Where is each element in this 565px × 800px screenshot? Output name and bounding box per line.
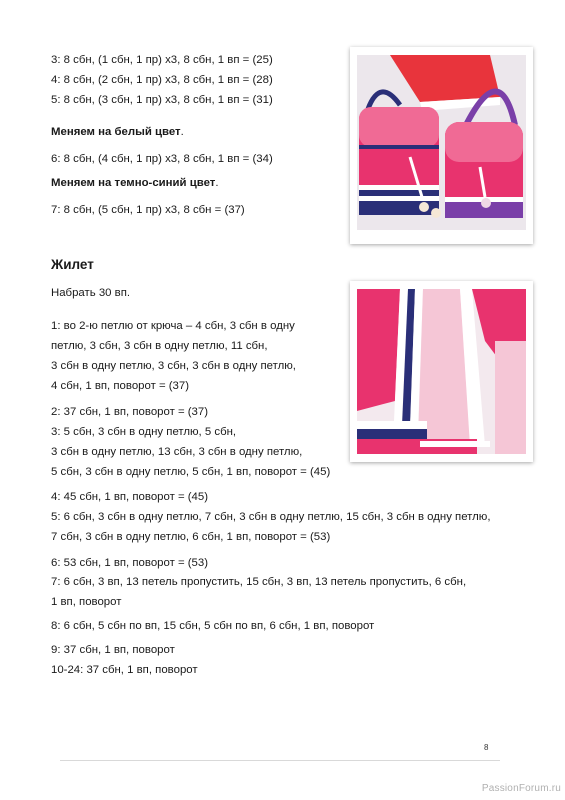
vest-photo [350,281,533,462]
row-5: 5: 8 сбн, (3 сбн, 1 пр) х3, 8 сбн, 1 вп = (31) [51,94,273,106]
vest-row-4: 4: 45 сбн, 1 вп, поворот = (45) [51,491,209,503]
page-number: 8 [484,743,489,752]
color-change-white [51,124,184,140]
vest-row-7-line-1: 7: 6 сбн, 3 вп, 13 петель пропустить, 15 сбн, 3 вп, 13 петель пропустить, 6 сбн, [51,576,467,588]
color-change-white-text: Меняем на белый цвет [51,126,181,138]
color-change-navy-punct: . [215,177,219,189]
vest-row-6: 6: 53 сбн, 1 вп, поворот = (53) [51,557,209,569]
footer-divider [60,760,500,761]
vest-illustration [350,281,533,462]
vest-row-1-line-2: петлю, 3 сбн, 3 сбн в одну петлю, 11 сбн, [51,340,268,352]
row-4: 4: 8 сбн, (2 сбн, 1 пр) х3, 8 сбн, 1 вп = (28) [51,74,273,86]
vest-row-3-line-3: 5 сбн, 3 сбн в одну петлю, 5 сбн, 1 вп, поворот = (45) [51,466,331,478]
backpacks-illustration [350,47,533,244]
vest-row-5-line-2: 7 сбн, 3 сбн в одну петлю, 6 сбн, 1 вп, поворот = (53) [51,531,331,543]
vest-row-1-line-4: 4 сбн, 1 вп, поворот = (37) [51,380,190,392]
vest-row-1-line-1: 1: во 2-ю петлю от крюча – 4 сбн, 3 сбн в одну [51,320,295,332]
backpacks-photo [350,47,533,244]
vest-row-2: 2: 37 сбн, 1 вп, поворот = (37) [51,406,209,418]
vest-row-1-line-3: 3 сбн в одну петлю, 3 сбн, 3 сбн в одну петлю, [51,360,296,372]
vest-row-3-line-2: 3 сбн в одну петлю, 13 сбн, 3 сбн в одну петлю, [51,446,303,458]
color-change-white-punct: . [180,126,184,138]
vest-row-5-line-1: 5: 6 сбн, 3 сбн в одну петлю, 7 сбн, 3 сбн в одну петлю, 15 сбн, 3 сбн в одну петлю, [51,511,491,523]
vest-rows-10-24: 10-24: 37 сбн, 1 вп, поворот [51,664,198,676]
row-3: 3: 8 сбн, (1 сбн, 1 пр) х3, 8 сбн, 1 вп = (25) [51,54,273,66]
row-7: 7: 8 сбн, (5 сбн, 1 пр) х3, 8 сбн = (37) [51,204,245,216]
color-change-navy-text: Меняем на темно-синий цвет [51,177,216,189]
vest-row-3-line-1: 3: 5 сбн, 3 сбн в одну петлю, 5 сбн, [51,426,237,438]
vest-row-7-line-2: 1 вп, поворот [51,596,122,608]
vest-heading: Жилет [51,257,94,272]
vest-row-8: 8: 6 сбн, 5 сбн по вп, 15 сбн, 5 сбн по вп, 6 сбн, 1 вп, поворот [51,620,375,632]
vest-row-9: 9: 37 сбн, 1 вп, поворот [51,644,175,656]
row-6: 6: 8 сбн, (4 сбн, 1 пр) х3, 8 сбн, 1 вп = (34) [51,153,273,165]
vest-cast-on: Набрать 30 вп. [51,287,131,299]
watermark-text: PassionForum.ru [481,783,561,794]
color-change-navy [51,175,219,191]
